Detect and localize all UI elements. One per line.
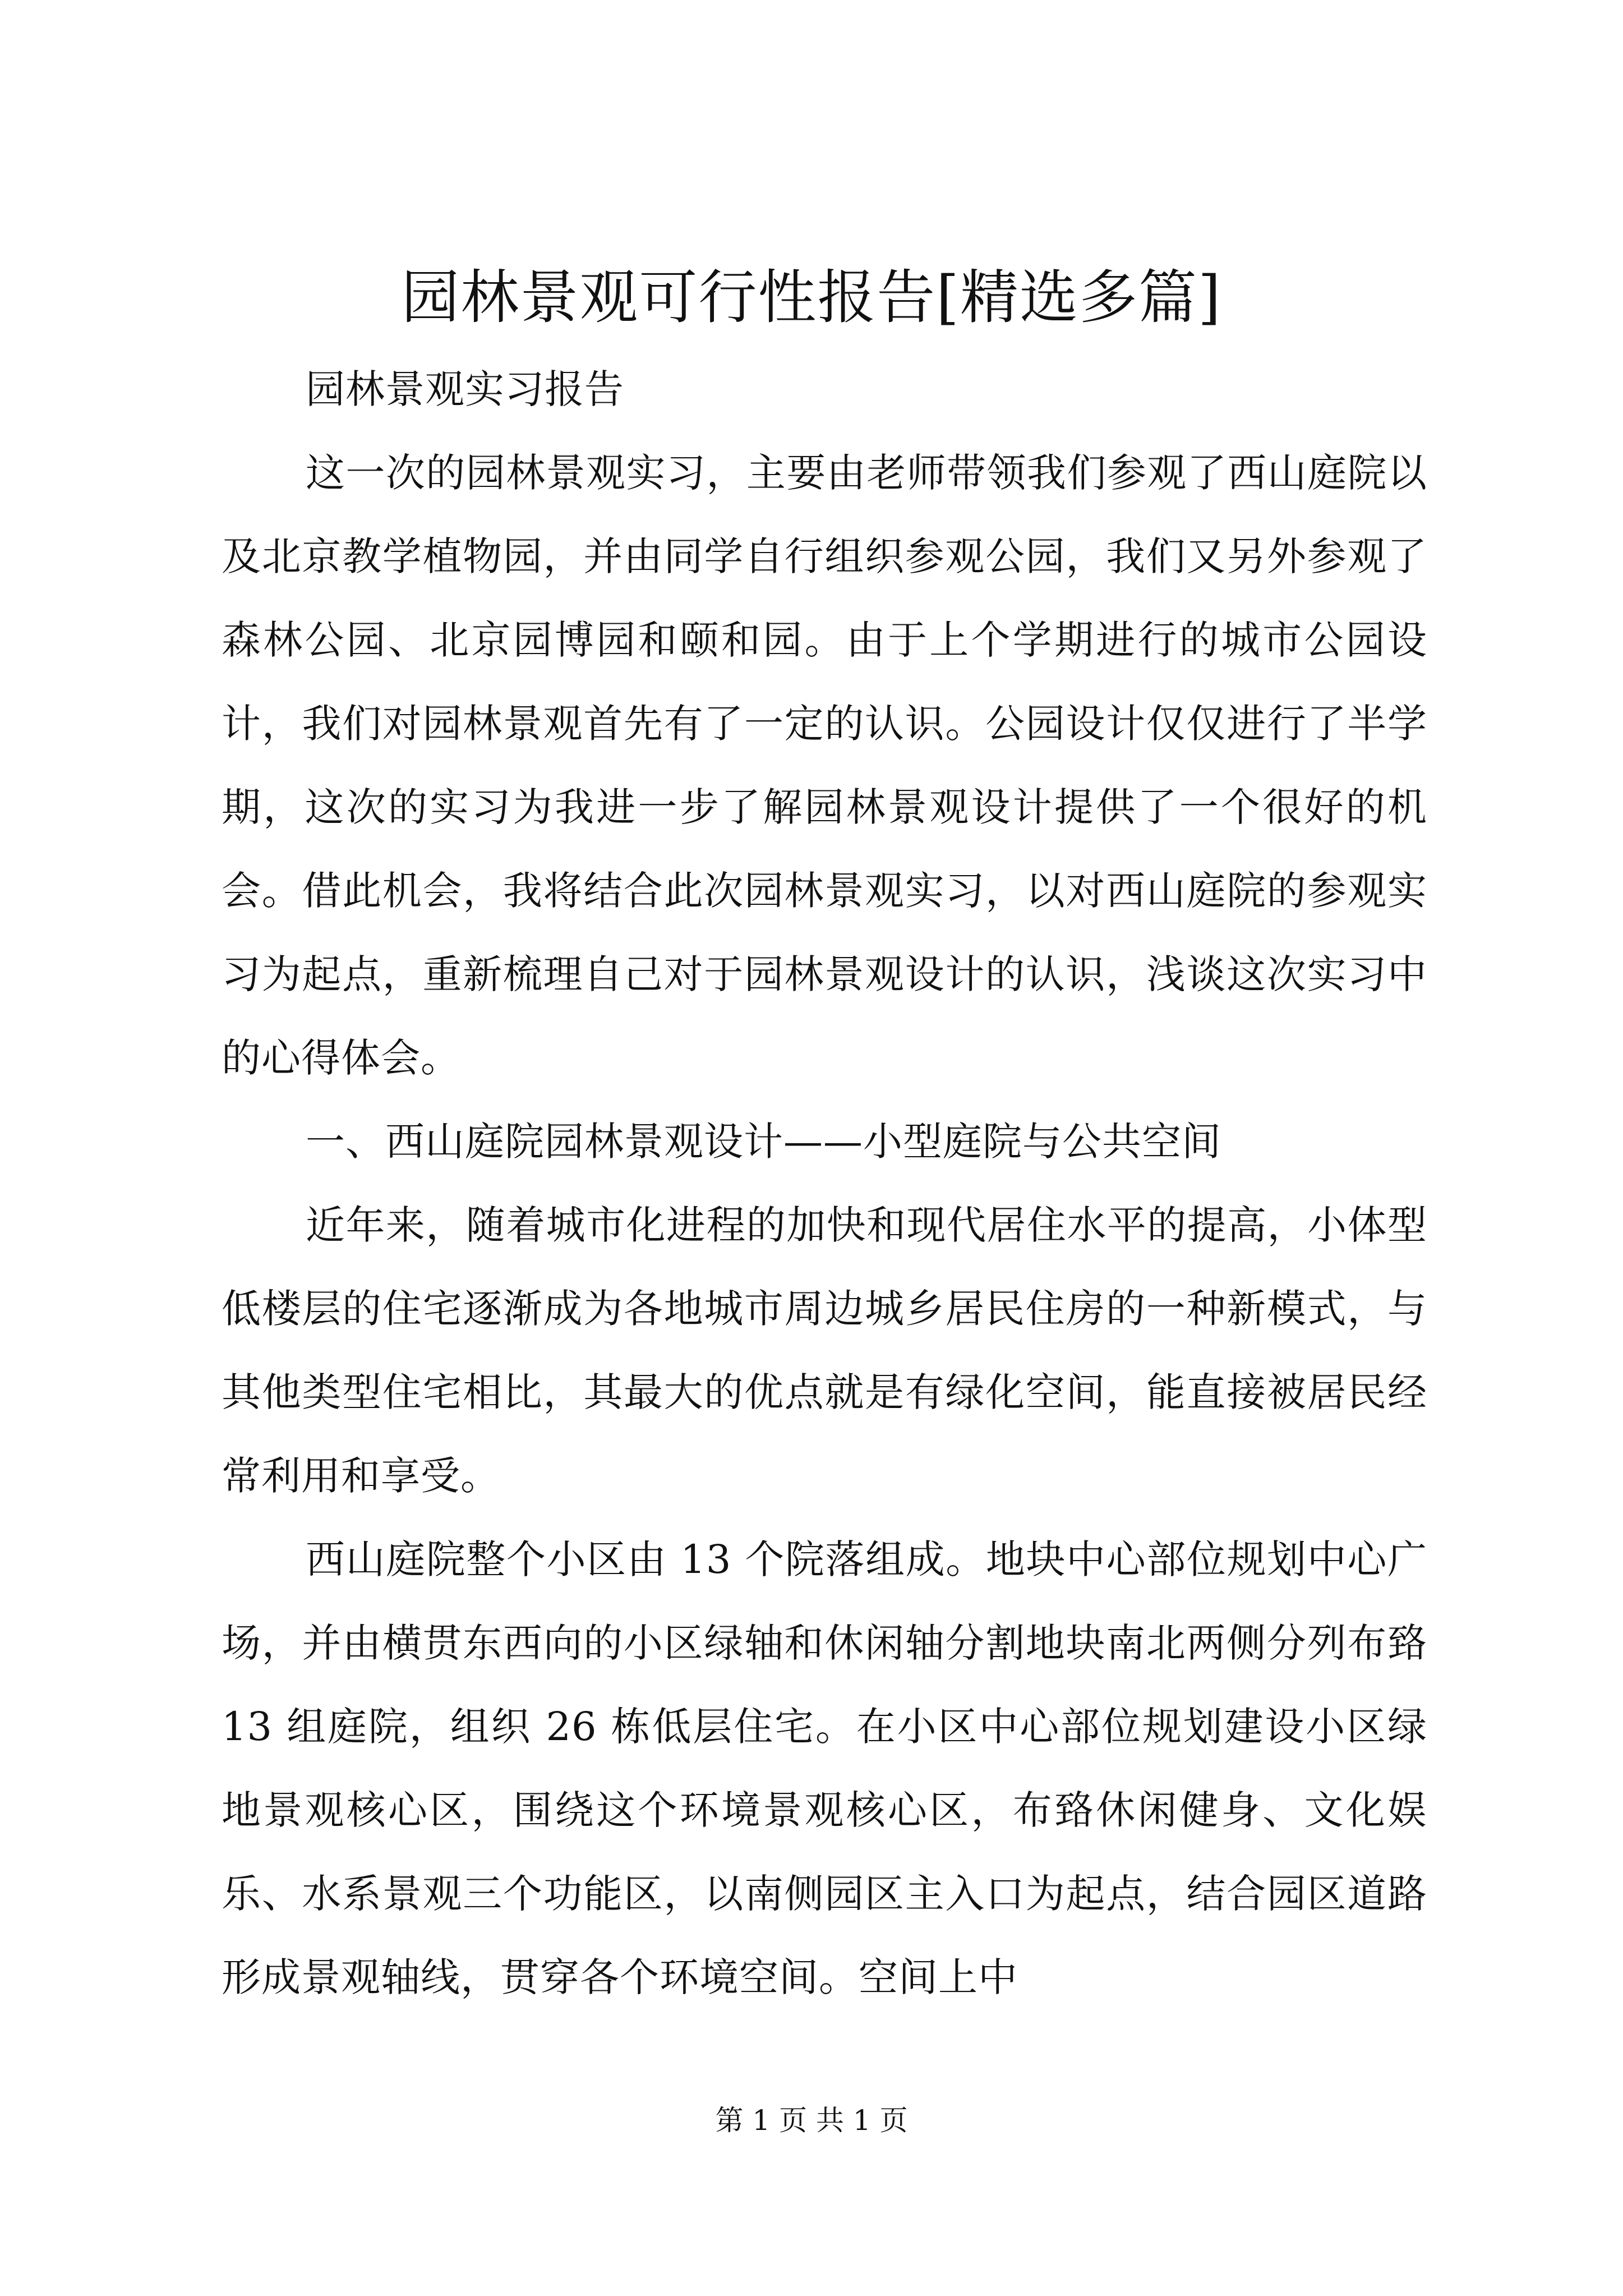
paragraph: 西山庭院整个小区由 13 个院落组成。地块中心部位规划中心广场，并由横贯东西向的小区绿轴和休闲轴分割地块南北两侧分列布臵 13 组庭院，组织 26 栋低层住宅。在小区中心部位规划建设小区绿地景观核心区，围绕这个环境景观核心区，布臵休闲健身、文化娱乐、水系景观三个功能区，以南侧园区主入口为起点，结合园区道路形成景观轴线，贯穿各个环境空间。空间上中 bbox=[222, 1536, 1427, 2000]
document-title: 园林景观可行性报告[精选多篇] bbox=[401, 263, 1222, 332]
paragraph: 这一次的园林景观实习，主要由老师带领我们参观了西山庭院以及北京教学植物园，并由同学自行组织参观公园，我们又另外参观了森林公园、北京园博园和颐和园。由于上个学期进行的城市公园设计，我们对园林景观首先有了一定的认识。公园设计仅仅进行了半学期，这次的实习为我进一步了解园林景观设计提供了一个很好的机会。借此机会，我将结合此次园林景观实习，以对西山庭院的参观实习为起点，重新梳理自己对于园林景观设计的认识，浅谈这次实习中的心得体会。 bbox=[222, 450, 1427, 1081]
document-body bbox=[222, 348, 1427, 2019]
page-footer: 第 1 页 共 1 页 bbox=[715, 2104, 908, 2137]
paragraph-heading: 园林景观实习报告 bbox=[306, 366, 624, 412]
paragraph: 近年来，随着城市化进程的加快和现代居住水平的提高，小体型低楼层的住宅逐渐成为各地城市周边城乡居民住房的一种新模式，与其他类型住宅相比，其最大的优点就是有绿化空间，能直接被居民经常利用和享受。 bbox=[222, 1202, 1427, 1499]
section-heading: 一、西山庭院园林景观设计——小型庭院与公共空间 bbox=[306, 1119, 1221, 1165]
